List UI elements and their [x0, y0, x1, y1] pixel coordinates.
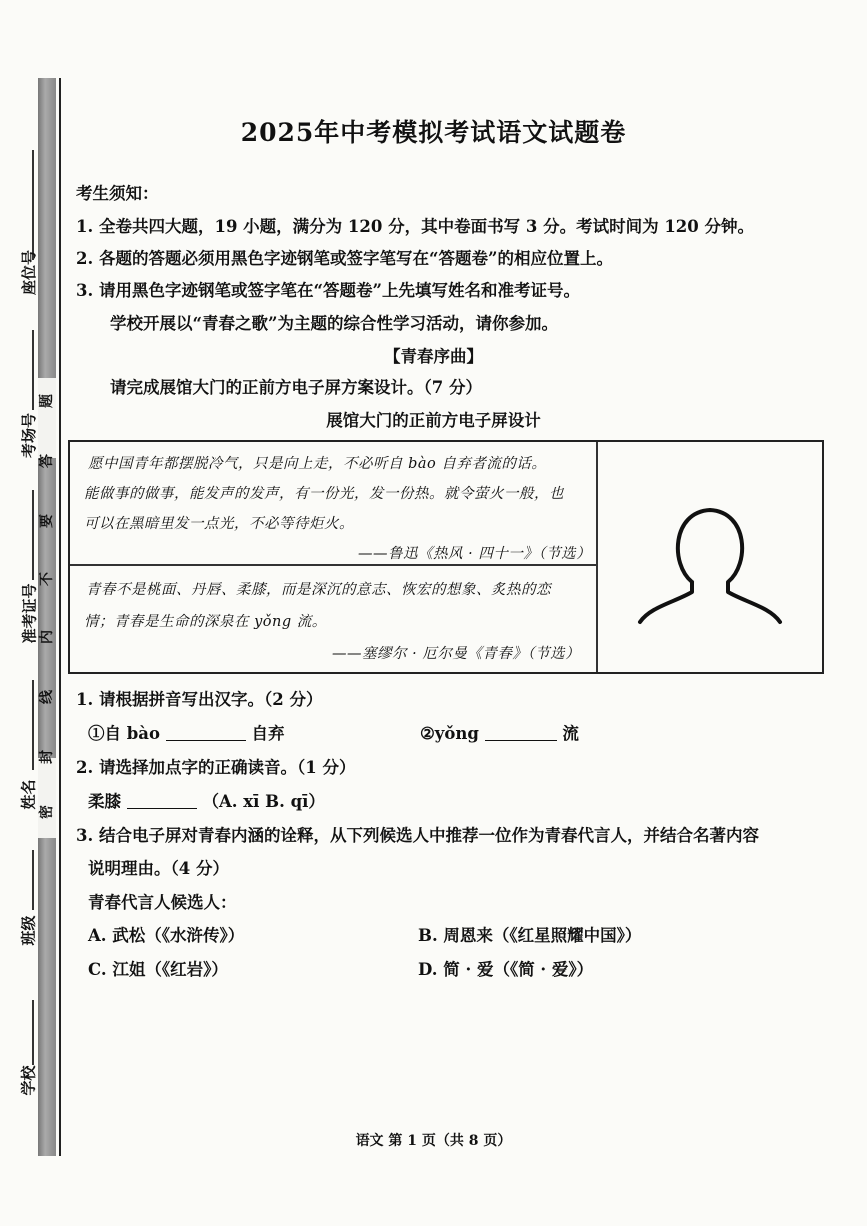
screen-title: 展馆大门的正前方电子屏设计 [326, 411, 541, 430]
quote1-line3: 可以在黑暗里发一点光，不必等待炬火。 [84, 516, 354, 532]
warning-char: 要 [39, 514, 55, 528]
candidate-a: A. 武松（《水浒传》） [88, 926, 245, 945]
quote2-source: ——塞缪尔 · 厄尔曼《青春》（节选） [332, 646, 581, 662]
question-1-b [420, 720, 579, 744]
quote1-line1: 愿中国青年都摆脱冷气，只是向上走，不必听自 bào 自弃者流的话。 [88, 456, 547, 472]
intro-text: 学校开展以“青春之歌”为主题的综合性学习活动，请你参加。 [110, 314, 558, 333]
question-2-stem: 2. 请选择加点字的正确读音。（1 分） [76, 758, 356, 777]
school-label: 学校 [19, 1065, 38, 1096]
answer-blank[interactable] [485, 726, 557, 741]
ticket-number-label: 准考证号 [20, 583, 39, 644]
warning-char: 线 [39, 690, 55, 704]
quote1-source: ——鲁迅《热风 · 四十一》（节选） [358, 546, 592, 562]
room-line [32, 330, 34, 410]
exam-room-label: 考场号 [20, 412, 39, 459]
page-title: 2025年中考模拟考试语文试题卷 [240, 118, 627, 147]
page-footer: 语文 第 1 页（共 8 页） [355, 1133, 512, 1149]
name-label: 姓名 [19, 779, 38, 810]
candidates-label: 青春代言人候选人： [88, 893, 237, 912]
notice-heading: 考生须知： [76, 184, 159, 203]
q1a-suffix: 自弃 [251, 724, 285, 743]
question-1-a [88, 720, 284, 744]
person-silhouette-icon [630, 482, 790, 632]
question-3-stem: 3. 结合电子屏对青春内涵的诠释，从下列候选人中推荐一位作为青春代言人，并结合名著内容 [76, 826, 759, 845]
quote-divider [70, 564, 598, 566]
warning-char: 题 [39, 394, 55, 408]
warning-char: 内 [39, 630, 55, 644]
task-text: 请完成展馆大门的正前方电子屏方案设计。（7 分） [110, 378, 482, 397]
class-label: 班级 [19, 915, 38, 946]
quote2-line2: 情；青春是生命的深泉在 yǒng 流。 [84, 614, 327, 630]
column-divider [596, 442, 598, 672]
school-line [32, 1000, 34, 1065]
warning-char: 不 [39, 572, 55, 586]
notice-item: 3. 请用黑色字迹钢笔或签字笔在“答题卷”上先填写姓名和准考证号。 [76, 281, 580, 300]
q1a-prefix: ①自 bào [88, 724, 160, 743]
warning-char: 封 [39, 750, 55, 764]
question-3-stem-cont: 说明理由。（4 分） [88, 859, 229, 878]
notice-item: 2. 各题的答题必须用黑色字迹钢笔或签字笔写在“答题卷”的相应位置上。 [76, 249, 613, 268]
seat-line [32, 150, 34, 260]
question-1-stem: 1. 请根据拼音写出汉字。（2 分） [76, 690, 323, 709]
class-line [32, 850, 34, 910]
warning-char: 答 [39, 454, 55, 468]
candidate-b: B. 周恩来（《红星照耀中国》） [418, 926, 642, 945]
ticket-line [32, 490, 34, 580]
answer-blank[interactable] [166, 726, 246, 741]
section-title: 【青春序曲】 [384, 347, 483, 366]
warning-char: 密 [39, 805, 55, 819]
binding-gap [38, 758, 56, 838]
q2-options: （A. xī B. qī） [202, 792, 325, 811]
q1b-suffix: 流 [562, 724, 579, 743]
screen-design-box [68, 440, 824, 674]
candidate-c: C. 江姐（《红岩》） [88, 960, 228, 979]
question-2-answer [88, 788, 325, 812]
binding-strip [38, 78, 56, 1156]
answer-blank[interactable] [127, 794, 197, 809]
quote1-line2: 能做事的做事，能发声的发声，有一份光，发一份热。就令萤火一般，也 [84, 486, 564, 502]
binding-line [59, 78, 61, 1156]
q2-word: 柔膝 [88, 792, 121, 811]
name-line [32, 680, 34, 770]
candidate-d: D. 简 · 爱（《简 · 爱》） [418, 960, 594, 979]
quote2-line1: 青春不是桃面、丹唇、柔膝，而是深沉的意志、恢宏的想象、炙热的恋 [86, 582, 551, 598]
q1b-prefix: ②yǒng [420, 724, 479, 743]
notice-item: 1. 全卷共四大题，19 小题，满分为 120 分，其中卷面书写 3 分。考试时间为 120 分钟。 [76, 217, 755, 236]
seat-number-label: 座位号 [20, 249, 39, 296]
